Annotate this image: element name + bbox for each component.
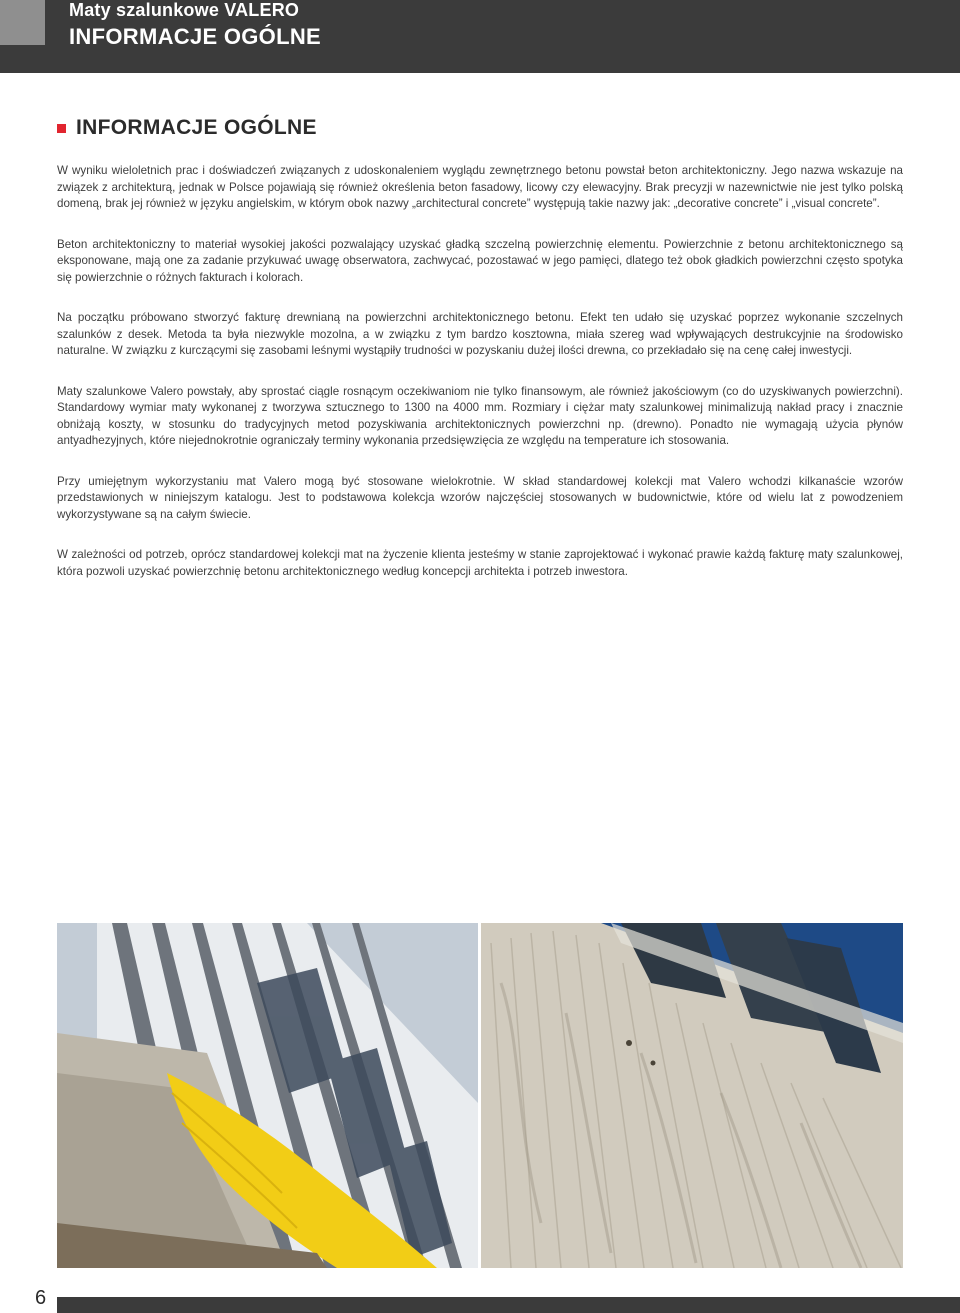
paragraph-1: W wyniku wieloletnich prac i doświadczeń związanych z udoskonaleniem wyglądu zewnętrznego betonu powstał beton architektoniczny. Jego nazwa wskazuje na związek z architekturą, jednak w Polsce pojawiają się również określenia beton fasadowy, licowy czy elewacyjny. Brak precyzji w nazewnictwie nie jest tylko polską domeną, brak jej również w języku angielskim, w którym obok nazwy „architectural concrete” występują takie nazwy jak: „decorative concrete” i „visual concrete”. — [57, 164, 903, 210]
paragraph-3: Na początku próbowano stworzyć fakturę drewnianą na powierzchni architektonicznego betonu. Efekt ten udało się uzyskać poprzez wykonanie szczelnych szalunków z desek. Metoda ta była niezwykle mozolna, a w związku z tym bardzo kosztowna, miała szereg wad wpływających destrukcyjnie na środowisko naturalne. W związku z kurczącymi się zasobami leśnymi wystąpiły trudności w pozyskaniu dużej ilości drewna, co przekładało się na cenę całej inwestycji. — [57, 311, 903, 357]
article-body — [57, 163, 903, 604]
paragraph-4: Maty szalunkowe Valero powstały, aby sprostać ciągle rosnącym oczekiwaniom nie tylko finansowym, ale również jakościowym (co do uzyskiwanych powierzchni). Standardowy wymiar maty wykonanej z tworzywa sztucznego to 1300 na 4000 mm. Rozmiary i ciężar maty szalunkowej minimalizują nakład pracy i znacznie obniżają koszty, w stosunku do tradycyjnych metod pozyskiwania architektonicznych powierzchni np. (drewno). Ponadto nie wymagają użycia płynów antyadhezyjnych, które niejednokrotnie ograniczały terminy wykonania przedsięwzięcia ze względu na temperature ich stosowania. — [57, 384, 903, 447]
building-facade-photo — [57, 923, 478, 1268]
header-bar — [0, 0, 960, 73]
header-square — [0, 0, 45, 45]
page-title: INFORMACJE OGÓLNE — [76, 116, 317, 139]
paragraph-6: W zależności od potrzeb, oprócz standardowej kolekcji mat na życzenie klienta jesteśmy w stanie zaprojektować i wykonać prawie każdą fakturę maty szalunkowej, która pozwoli uzyskać powierzchnię betonu architektonicznego według koncepcji architekta i potrzeb inwestora. — [57, 548, 903, 578]
red-square-bullet-icon — [57, 124, 66, 133]
paragraph-2: Beton architektoniczny to materiał wysokiej jakości pozwalający uzyskać gładką szczelną powierzchnię elementu. Powierzchnie z betonu architektonicznego są eksponowane, mają one za zadanie przykuwać uwagę obserwatora, zachwycać, pozostawać w jego pamięci, dlatego też obok gładkich powierzchni często spotyka się powierzchnie o różnych fakturach i kolorach. — [57, 237, 903, 284]
photo-strip — [57, 923, 903, 1268]
wood-texture-concrete-photo — [481, 923, 903, 1268]
page-heading — [57, 116, 317, 140]
footer-bar — [57, 1297, 960, 1313]
header-section-title: INFORMACJE OGÓLNE — [69, 24, 321, 49]
header-brand: Maty szalunkowe VALERO — [69, 0, 300, 20]
page-number: 6 — [34, 1287, 47, 1309]
paragraph-5: Przy umiejętnym wykorzystaniu mat Valero mogą być stosowane wielokrotnie. W skład standardowej kolekcji mat Valero wchodzi kilkanaście wzorów przedstawionych w niniejszym katalogu. Jest to podstawowa kolekcja wzorów najczęściej stosowanych w budownictwie, które od wielu lat z powodzeniem wykorzystywane są na całym świecie. — [57, 474, 903, 521]
